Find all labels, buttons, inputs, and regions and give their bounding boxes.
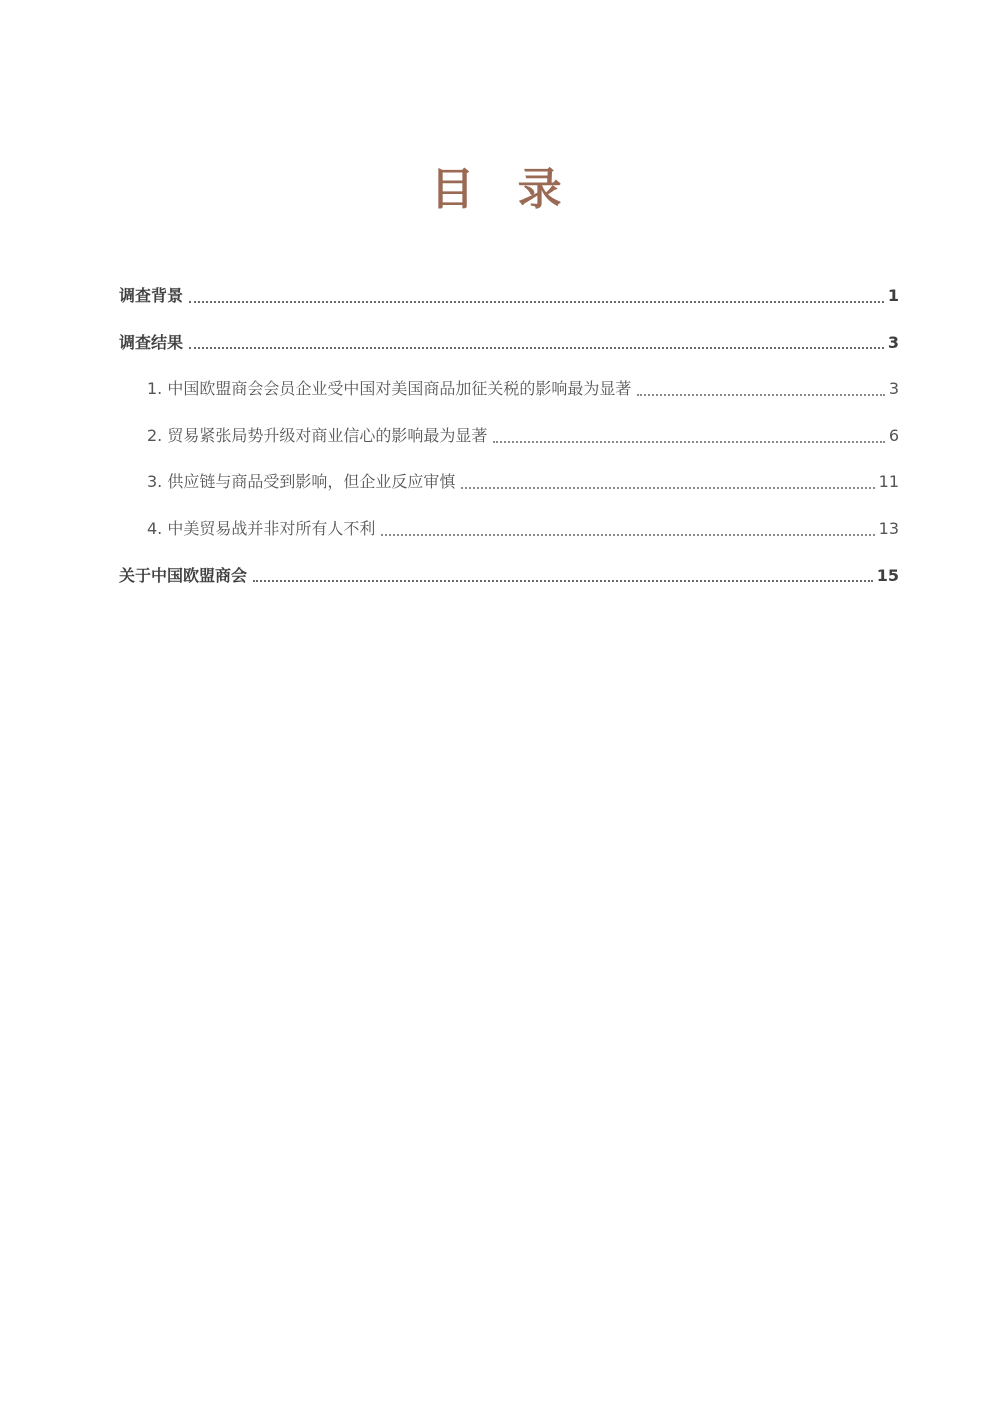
toc-entry-survey-background[interactable] (119, 282, 899, 329)
toc-dot-leader (189, 346, 884, 349)
toc-entry-label: 调查结果 (119, 332, 184, 352)
toc-entry-label: 关于中国欧盟商会 (119, 565, 248, 585)
toc-entry-label: 4. 中美贸易战并非对所有人不利 (147, 518, 376, 538)
toc-dot-leader (189, 300, 884, 303)
toc-entry-result-3[interactable] (119, 468, 899, 515)
toc-entry-label: 调查背景 (119, 286, 184, 305)
toc-page-number: 11 (878, 472, 899, 492)
toc-page-number: 15 (876, 565, 899, 585)
toc-page-number: 3 (887, 332, 899, 352)
toc-dot-leader (253, 579, 873, 582)
toc-dot-leader (381, 533, 874, 536)
toc-page-number: 13 (878, 518, 899, 538)
toc-entry-about-chamber[interactable] (119, 562, 899, 609)
toc-dot-leader (637, 393, 884, 396)
toc-entry-label: 1. 中国欧盟商会会员企业受中国对美国商品加征关税的影响最为显著 (147, 379, 632, 399)
toc-entry-label: 2. 贸易紧张局势升级对商业信心的影响最为显著 (147, 425, 488, 445)
toc-dot-leader (461, 486, 874, 489)
toc-page-number: 6 (888, 425, 899, 445)
toc-page-number: 1 (887, 286, 899, 305)
table-of-contents (119, 282, 899, 608)
toc-page-number: 3 (888, 379, 899, 399)
toc-entry-result-4[interactable] (119, 515, 899, 562)
toc-entry-label: 3. 供应链与商品受到影响，但企业反应审慎 (147, 472, 456, 492)
toc-dot-leader (493, 440, 884, 443)
page-title: 目 录 (430, 164, 576, 215)
toc-entry-survey-results[interactable] (119, 329, 899, 376)
toc-entry-result-2[interactable] (119, 422, 899, 469)
toc-entry-result-1[interactable] (119, 375, 899, 422)
